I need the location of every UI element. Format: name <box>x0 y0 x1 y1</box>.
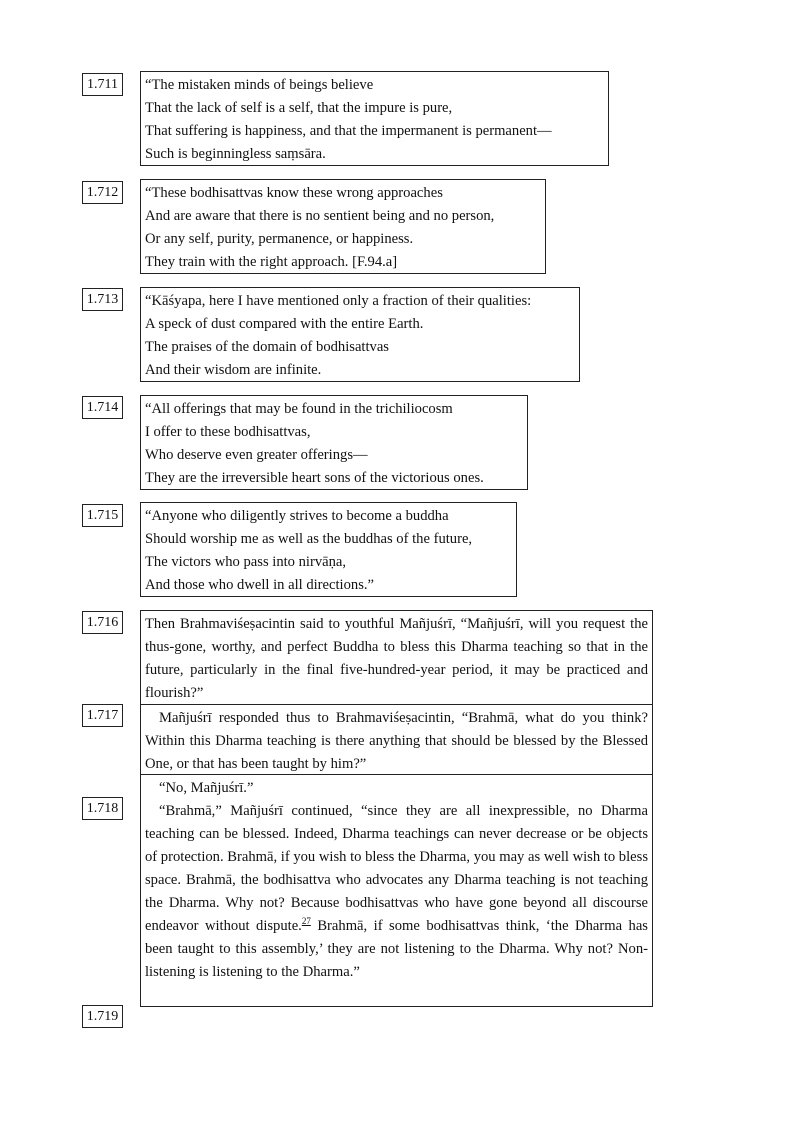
footnote-link[interactable]: 27 <box>301 916 311 927</box>
verse-line: Who deserve even greater offerings— <box>145 447 368 463</box>
verse-line: Should worship me as well as the buddhas of the future, <box>145 531 473 547</box>
paragraph-number: 1.713 <box>82 288 123 311</box>
paragraph-number: 1.718 <box>82 797 123 820</box>
verse-line: A speck of dust compared with the entire Earth. <box>145 316 424 332</box>
prose-block <box>140 704 653 775</box>
verse-line: I offer to these bodhisattvas, <box>145 424 311 440</box>
verse-line: “The mistaken minds of beings believe <box>145 77 374 93</box>
verse-line: Or any self, purity, permanence, or happiness. <box>145 231 414 247</box>
reply-text: “No, Mañjuśrī.” <box>159 780 254 796</box>
verse-line: And their wisdom are infinite. <box>145 362 322 378</box>
verse-line: “All offerings that may be found in the trichiliocosm <box>145 401 453 417</box>
verse-block <box>140 71 609 166</box>
verse-line: They are the irreversible heart sons of the victorious ones. <box>145 470 484 486</box>
paragraph-text-part: “Brahmā,” Mañjuśrī continued, “since they are all inexpressible, no Dharma teaching can be blessed. Indeed, Dharma teachings can never decrease or be objects of protection. Brahmā, if you wish to bless the Dharma, you may as well wish to bless space. Brahmā, the bodhisattva who advocates any Dharma teaching is not teaching the Dharma. Why not? Because bodhisattvas who have gone beyond all discourse endeavor without dispute. <box>145 803 648 934</box>
paragraph-text-part: Brahmā, if some bodhisattvas think, ‘the Dharma has been taught to this assembly,’ they are not listening to the Dharma. Why not? Non-listening is listening to the Dharma.” <box>145 918 648 980</box>
paragraph-text <box>145 800 648 984</box>
verse-line: “Anyone who diligently strives to become a buddha <box>145 508 449 524</box>
verse-line: The praises of the domain of bodhisattvas <box>145 339 389 355</box>
verse-line: “Kāśyapa, here I have mentioned only a fraction of their qualities: <box>145 293 532 309</box>
verse-line: That suffering is happiness, and that the impermanent is permanent— <box>145 123 552 139</box>
paragraph-text: Mañjuśrī responded thus to Brahmaviśeṣacintin, “Brahmā, what do you think? Within this Dharma teaching is there anything that should be blessed by the Blessed One, or that has been taught by him?” <box>145 710 648 772</box>
verse-line: Such is beginningless saṃsāra. <box>145 146 326 162</box>
verse-block <box>140 179 546 274</box>
paragraph-text: Then Brahmaviśeṣacintin said to youthful Mañjuśrī, “Mañjuśrī, will you request the thus-gone, worthy, and perfect Buddha to bless this Dharma teaching so that in the future, particularly in the final five-hundred-year period, it may be practiced and flourish?” <box>145 616 648 701</box>
verse-line: The victors who pass into nirvāṇa, <box>145 554 347 570</box>
paragraph-number: 1.719 <box>82 1005 123 1028</box>
verse-block <box>140 502 517 597</box>
paragraph-number: 1.717 <box>82 704 123 727</box>
paragraph-number: 1.714 <box>82 396 123 419</box>
verse-line: “These bodhisattvas know these wrong approaches <box>145 185 443 201</box>
verse-line: That the lack of self is a self, that the impure is pure, <box>145 100 453 116</box>
verse-line: They train with the right approach. [F.94.a] <box>145 254 398 270</box>
paragraph-number: 1.715 <box>82 504 123 527</box>
prose-block <box>140 774 653 1007</box>
verse-line: And those who dwell in all directions.” <box>145 577 374 593</box>
prose-block <box>140 610 653 705</box>
paragraph-number: 1.712 <box>82 181 123 204</box>
verse-line: And are aware that there is no sentient being and no person, <box>145 208 495 224</box>
paragraph-number: 1.711 <box>82 73 123 96</box>
verse-block <box>140 287 580 382</box>
paragraph-number: 1.716 <box>82 611 123 634</box>
verse-block <box>140 395 528 490</box>
